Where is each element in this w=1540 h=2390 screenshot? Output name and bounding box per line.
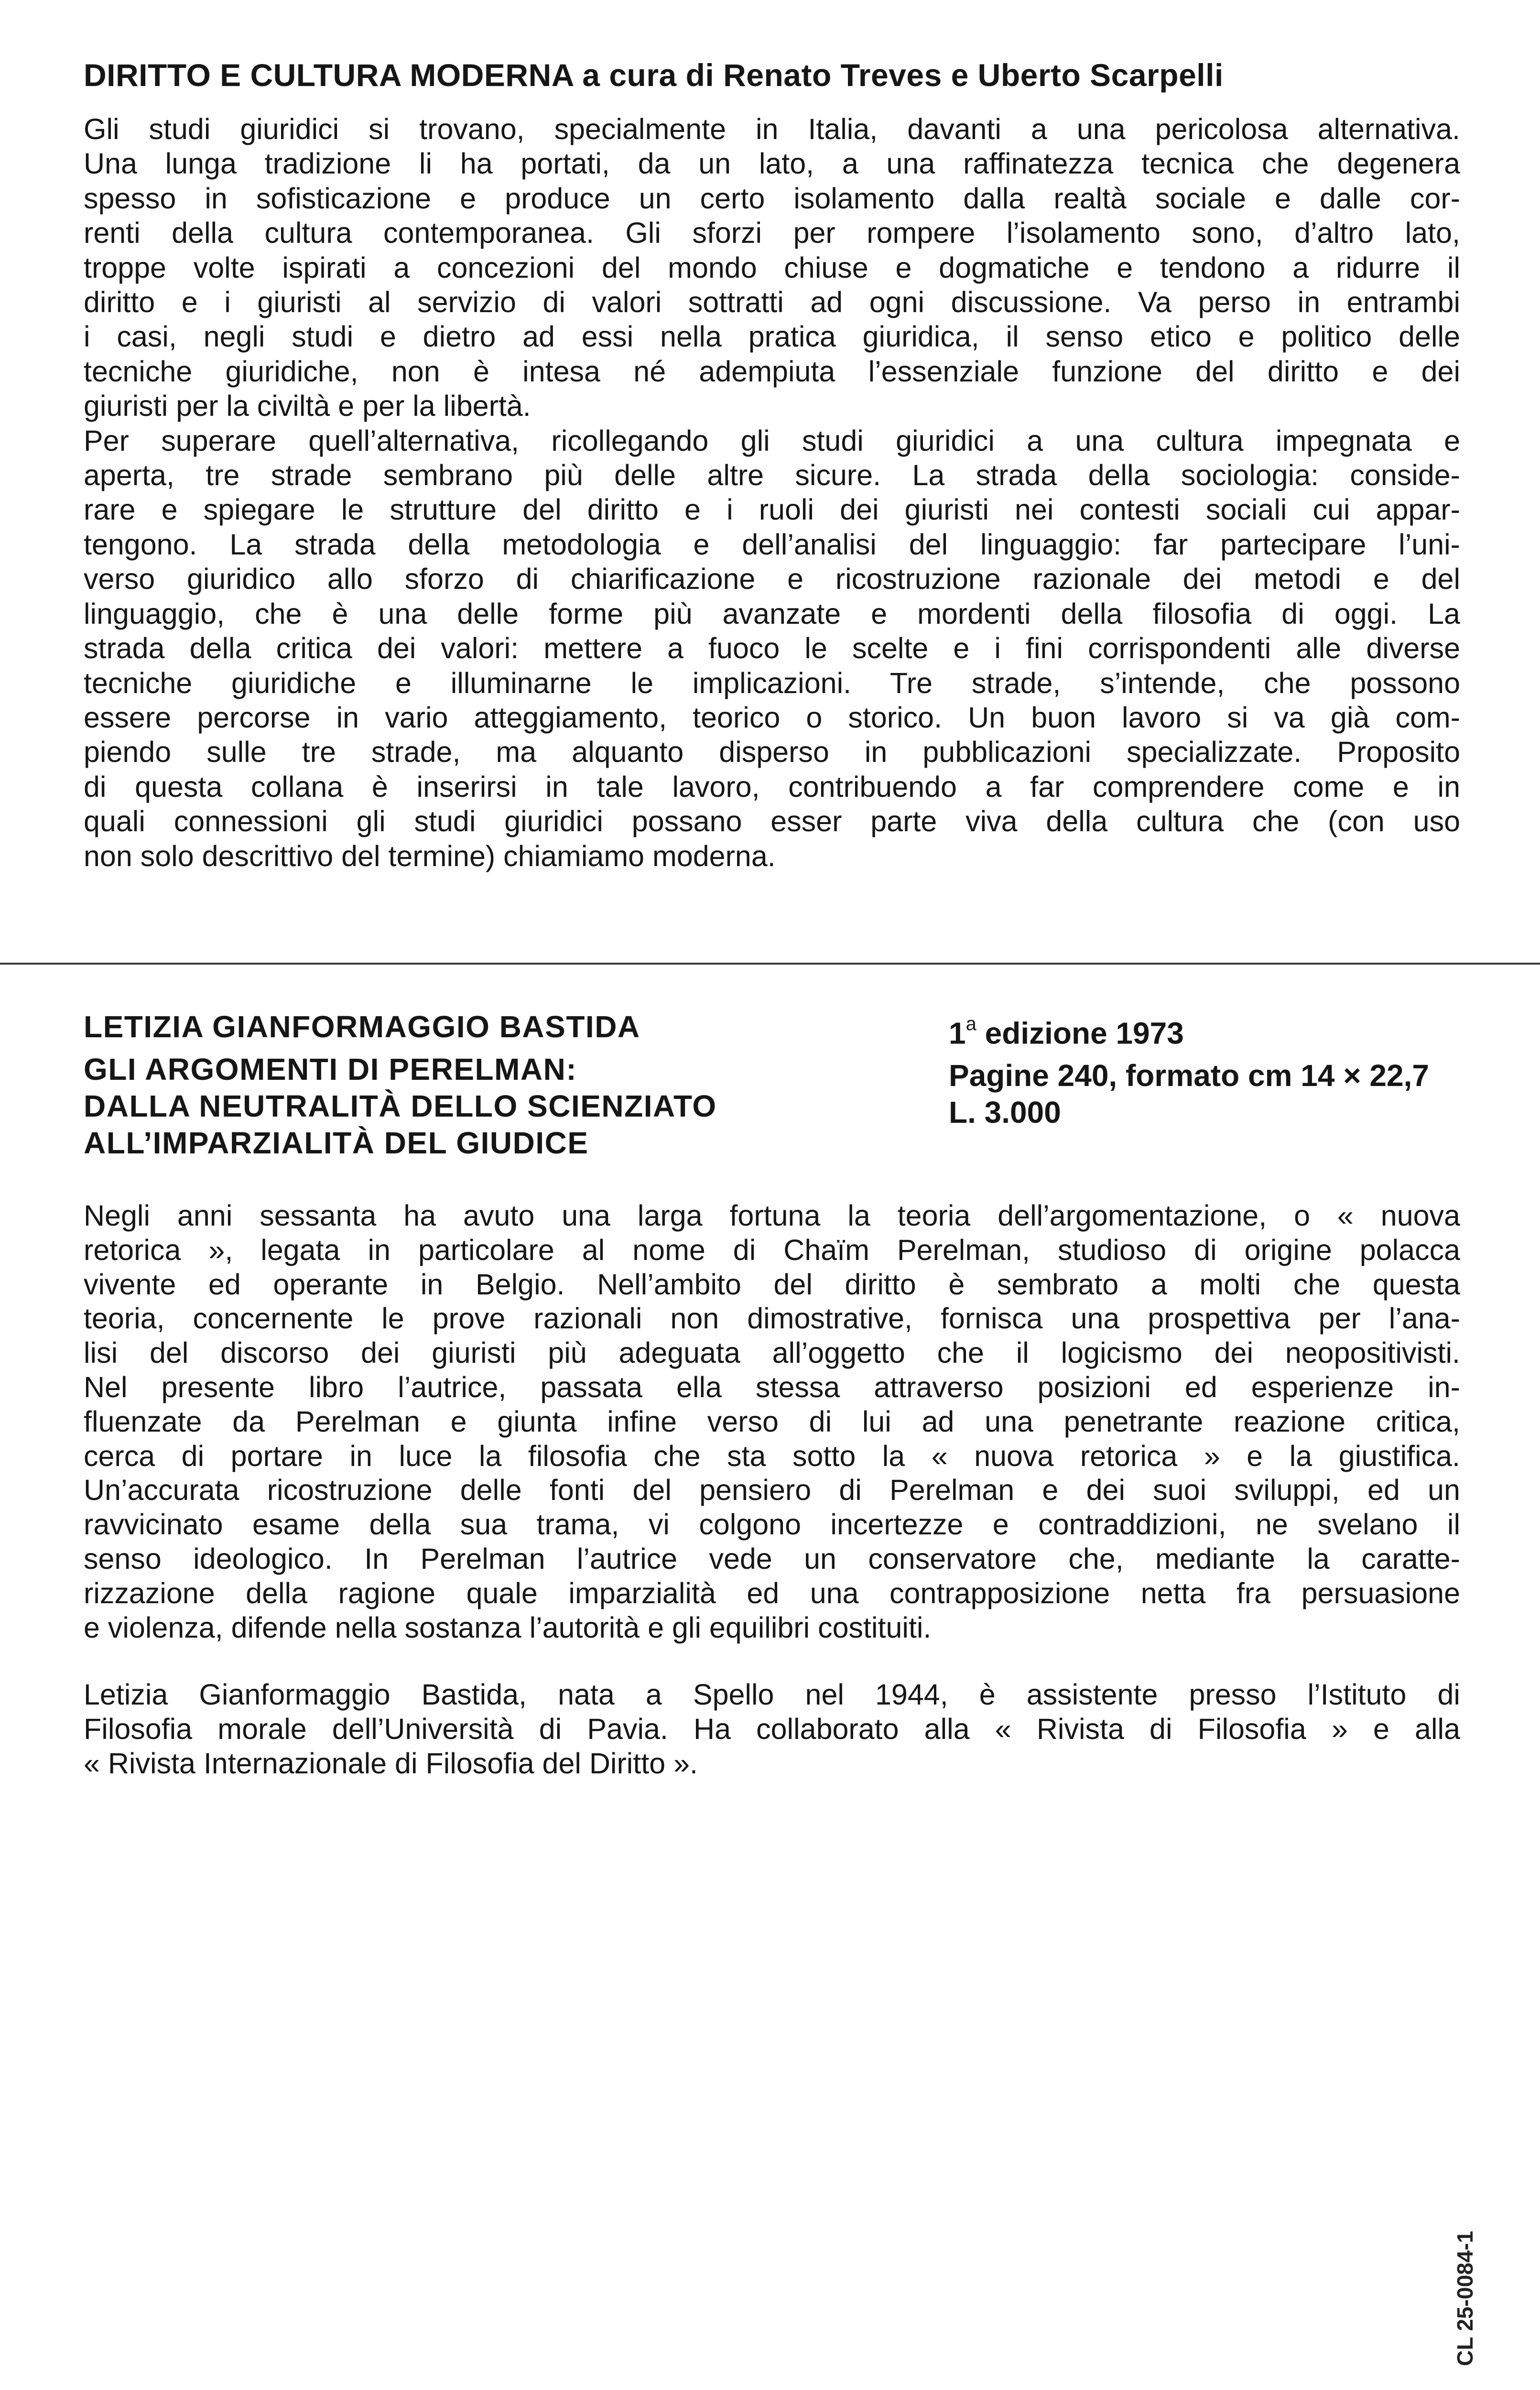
series-heading (84, 54, 1460, 97)
series-line: quali connessioni gli studi giuridici possano esser parte viva della cultura che (con uso (84, 805, 1460, 838)
book-edition (949, 1009, 1460, 1052)
description-line: senso ideologico. In Perelman l’autrice vede un conservatore che, mediante la caratte- (84, 1542, 1460, 1575)
description-line: teoria, concernente le prove razionali non dimostrative, fornisca una prospettiva per l’ana- (84, 1302, 1460, 1335)
description-line: retorica », legata in particolare al nome di Chaïm Perelman, studioso di origine polacca (84, 1233, 1460, 1266)
description-line: Nel presente libro l’autrice, passata ella stessa attraverso posizioni ed esperienze in- (84, 1370, 1460, 1403)
series-line: giuristi per la civiltà e per la libertà. (84, 390, 531, 423)
description-line: e violenza, difende nella sostanza l’autorità e gli equilibri costituiti. (84, 1611, 932, 1644)
author-bio (84, 1678, 1460, 1781)
series-line: rare e spiegare le strutture del diritto e i ruoli dei giuristi nei contesti sociali cui appar- (84, 493, 1460, 526)
series-line: troppe volte ispirati a concezioni del mondo chiuse e dogmatiche e tendono a ridurre il (84, 251, 1460, 284)
description-line: Un’accurata ricostruzione delle fonti del pensiero di Perelman e dei suoi sviluppi, ed un (84, 1474, 1460, 1507)
edition-number: 1 (949, 1016, 966, 1051)
series-line: strada della critica dei valori: mettere a fuoco le scelte e i fini corrispondenti alle diverse (84, 632, 1460, 665)
description-line: rizzazione della ragione quale imparzialità ed una contrapposizione netta fra persuasione (84, 1576, 1460, 1609)
description-line: lisi del discorso dei giuristi più adeguata all’oggetto che il logicismo dei neopositivisti. (84, 1336, 1460, 1369)
series-line: verso giuridico allo sforzo di chiarificazione e ricostruzione razionale dei metodi e del (84, 563, 1460, 596)
series-line: aperta, tre strade sembrano più delle altre sicure. La strada della sociologia: conside- (84, 459, 1460, 492)
book-title-line: DALLA NEUTRALITÀ DELLO SCIENZIATO (84, 1089, 717, 1123)
edition-superscript: a (965, 1013, 976, 1034)
series-line: renti della cultura contemporanea. Gli sforzi per rompere l’isolamento sono, d’altro lato, (84, 217, 1460, 250)
series-title: DIRITTO E CULTURA MODERNA (84, 57, 574, 93)
series-line: Gli studi giuridici si trovano, specialmente in Italia, davanti a una pericolosa alternativa. (84, 113, 1460, 145)
section-divider (0, 963, 1540, 965)
book-price: L. 3.000 (949, 1095, 1061, 1130)
description-line: fluenzate da Perelman e giunta infine verso di lui ad una penetrante reazione critica, (84, 1405, 1460, 1438)
bio-line: Filosofia morale dell’Università di Pavia. Ha collaborato alla « Rivista di Filosofia » e alla (84, 1712, 1460, 1745)
series-line: i casi, negli studi e dietro ad essi nella pratica giuridica, il senso etico e politico delle (84, 320, 1460, 353)
series-line: essere percorse in vario atteggiamento, teorico o storico. Un buon lavoro si va già com- (84, 701, 1460, 734)
series-editors: a cura di Renato Treves e Uberto Scarpelli (582, 57, 1224, 93)
series-line: diritto e i giuristi al servizio di valori sottratti ad ogni discussione. Va perso in entrambi (84, 286, 1460, 319)
book-description (84, 1199, 1460, 1645)
series-line: tecniche giuridiche e illuminarne le implicazioni. Tre strade, s’intende, che possono (84, 666, 1460, 699)
series-line: Una lunga tradizione li ha portati, da un lato, a una raffinatezza tecnica che degenera (84, 147, 1460, 180)
book-details (949, 1009, 1460, 1131)
series-line: linguaggio, che è una delle forme più avanzate e mordenti della filosofia di oggi. La (84, 597, 1460, 630)
description-line: cerca di portare in luce la filosofia che sta sotto la « nuova retorica » e la giustifica. (84, 1439, 1460, 1472)
description-line: ravvicinato esame della sua trama, vi colgono incertezze e contraddizioni, ne svelano il (84, 1508, 1460, 1541)
book-title-line: GLI ARGOMENTI DI PERELMAN: (84, 1052, 577, 1086)
series-line: tecniche giuridiche, non è intesa né adempiuta l’essenziale funzione del diritto e dei (84, 355, 1460, 388)
description-line: vivente ed operante in Belgio. Nell’ambito del diritto è sembrato a molti che questa (84, 1268, 1460, 1301)
book-pages-format: Pagine 240, formato cm 14 × 22,7 (949, 1058, 1429, 1093)
bio-line: Letizia Gianformaggio Bastida, nata a Spello nel 1944, è assistente presso l’Istituto di (84, 1678, 1460, 1711)
description-line: Negli anni sessanta ha avuto una larga fortuna la teoria dell’argomentazione, o « nuova (84, 1199, 1460, 1232)
book-title-line: ALL’IMPARZIALITÀ DEL GIUDICE (84, 1126, 589, 1160)
catalog-code: CL 25-0084-1 (1453, 2231, 1477, 2366)
series-line: tengono. La strada della metodologia e dell’analisi del linguaggio: far partecipare l’uni- (84, 528, 1460, 561)
series-line: di questa collana è inserirsi in tale lavoro, contribuendo a far comprendere come e in (84, 770, 1460, 803)
series-description (84, 112, 1460, 873)
series-line: non solo descrittivo del termine) chiamiamo moderna. (84, 839, 776, 872)
book-author: LETIZIA GIANFORMAGGIO BASTIDA (84, 1010, 640, 1044)
series-line: spesso in sofisticazione e produce un certo isolamento dalla realtà sociale e dalle cor- (84, 182, 1460, 215)
series-line: piendo sulle tre strade, ma alquanto disperso in pubblicazioni specializzate. Proposito (84, 736, 1460, 769)
edition-text: edizione 1973 (985, 1016, 1184, 1051)
series-line: Per superare quell’alternativa, ricollegando gli studi giuridici a una cultura impegnata e (84, 424, 1460, 457)
book-title-block (84, 1009, 896, 1162)
bio-line: « Rivista Internazionale di Filosofia del Diritto ». (84, 1747, 698, 1780)
